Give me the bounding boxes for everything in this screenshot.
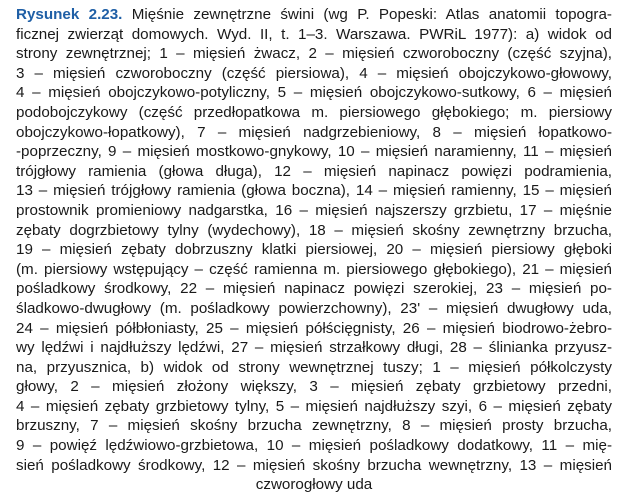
caption-line-5: 4 – mięsień obojczykowo-potyliczny, 5 – mięsień obojczykowo-sutkowy, 6 – mięsień bbox=[16, 84, 612, 102]
caption-line-24: sień pośladkowy środkowy, 12 – mięsień skośny brzucha wewnętrzny, 13 – mięsień bbox=[16, 456, 612, 474]
caption-line-18: wy lędźwi i najdłuższy lędźwi, 27 – mięsień strzałkowy długi, 28 – ślinianka przyusz- bbox=[16, 339, 612, 357]
caption-line-6: podobojczykowy (część przedłopatkowa m. piersiowego głębokiego; m. piersiowy bbox=[16, 103, 612, 121]
caption-line-10: 13 – mięsień trójgłowy ramienia (głowa boczna), 14 – mięsień ramienny, 15 – mięsień bbox=[16, 182, 612, 200]
caption-line-25: czworogłowy uda bbox=[255, 476, 373, 494]
caption-line-7: obojczykowo-łopatkowy), 7 – mięsień nadgrzebieniowy, 8 – mięsień łopatkowo- bbox=[16, 123, 612, 141]
caption-line-9: trójgłowy ramienia (głowa długa), 12 – mięsień napinacz powięzi podramienia, bbox=[16, 162, 612, 180]
caption-line-20: głowy, 2 – mięsień złożony większy, 3 – mięsień zębaty grzbietowy przedni, bbox=[16, 378, 612, 396]
caption-line-2: ficznej zwierząt domowych. Wyd. II, t. 1–3. Warszawa. PWRiL 1977): a) widok od bbox=[16, 25, 612, 43]
caption-line-4: 3 – mięsień czworoboczny (część piersiowa), 4 – mięsień obojczykowo-głowowy, bbox=[16, 64, 612, 82]
caption-line-21: 4 – mięsień zębaty grzbietowy tylny, 5 – mięsień najdłuższy szyi, 6 – mięsień zębaty bbox=[16, 397, 612, 415]
caption-line-13: 19 – mięsień zębaty dobrzuszny klatki piersiowej, 20 – mięsień piersiowy głęboki bbox=[16, 241, 612, 259]
caption-text: Mięśnie zewnętrzne świni (wg P. Popeski: Atlas anatomii topogra- bbox=[131, 6, 612, 23]
caption-line-11: prostownik promieniowy nadgarstka, 16 – mięsień najszerszy grzbietu, 17 – mięśnie bbox=[16, 201, 612, 219]
caption-line-23: 9 – powięź lędźwiowo-grzbietowa, 10 – mięsień pośladkowy dodatkowy, 11 – mię- bbox=[16, 437, 612, 455]
caption-line-8: -poprzeczny, 9 – mięsień mostkowo-gnykowy, 10 – mięsień naramienny, 11 – mięsień bbox=[16, 143, 612, 161]
caption-line-12: zębaty dogrzbietowy tylny (wydechowy), 18 – mięsień skośny zewnętrzny brzucha, bbox=[16, 221, 612, 239]
caption-line-3: strony zewnętrznej; 1 – mięsień żwacz, 2 – mięsień czworoboczny (część szyjna), bbox=[16, 45, 612, 63]
caption-line-1 bbox=[16, 5, 612, 25]
caption-line-22: brzuszny, 7 – mięsień skośny brzucha zewnętrzny, 8 – mięsień prosty brzucha, bbox=[16, 417, 612, 435]
caption-line-15: pośladkowy środkowy, 22 – mięsień napinacz powięzi szerokiej, 23 – mięsień po- bbox=[16, 280, 612, 298]
caption-line-17: 24 – mięsień półbłoniasty, 25 – mięsień półścięgnisty, 26 – mięsień biodrowo-żebro- bbox=[16, 319, 612, 337]
caption-line-19: na, przyusznica, b) widok od strony wewnętrznej tuszy; 1 – mięsień półkolczysty bbox=[16, 358, 612, 376]
figure-label: Rysunek 2.23. bbox=[16, 6, 123, 23]
caption-line-14: (m. piersiowy wstępujący – część ramienna m. piersiowego głębokiego), 21 – mięsień bbox=[16, 260, 612, 278]
caption-line-16: śladkowo-dwugłowy (m. pośladkowy powierzchowny), 23' – mięsień dwugłowy uda, bbox=[16, 299, 612, 317]
